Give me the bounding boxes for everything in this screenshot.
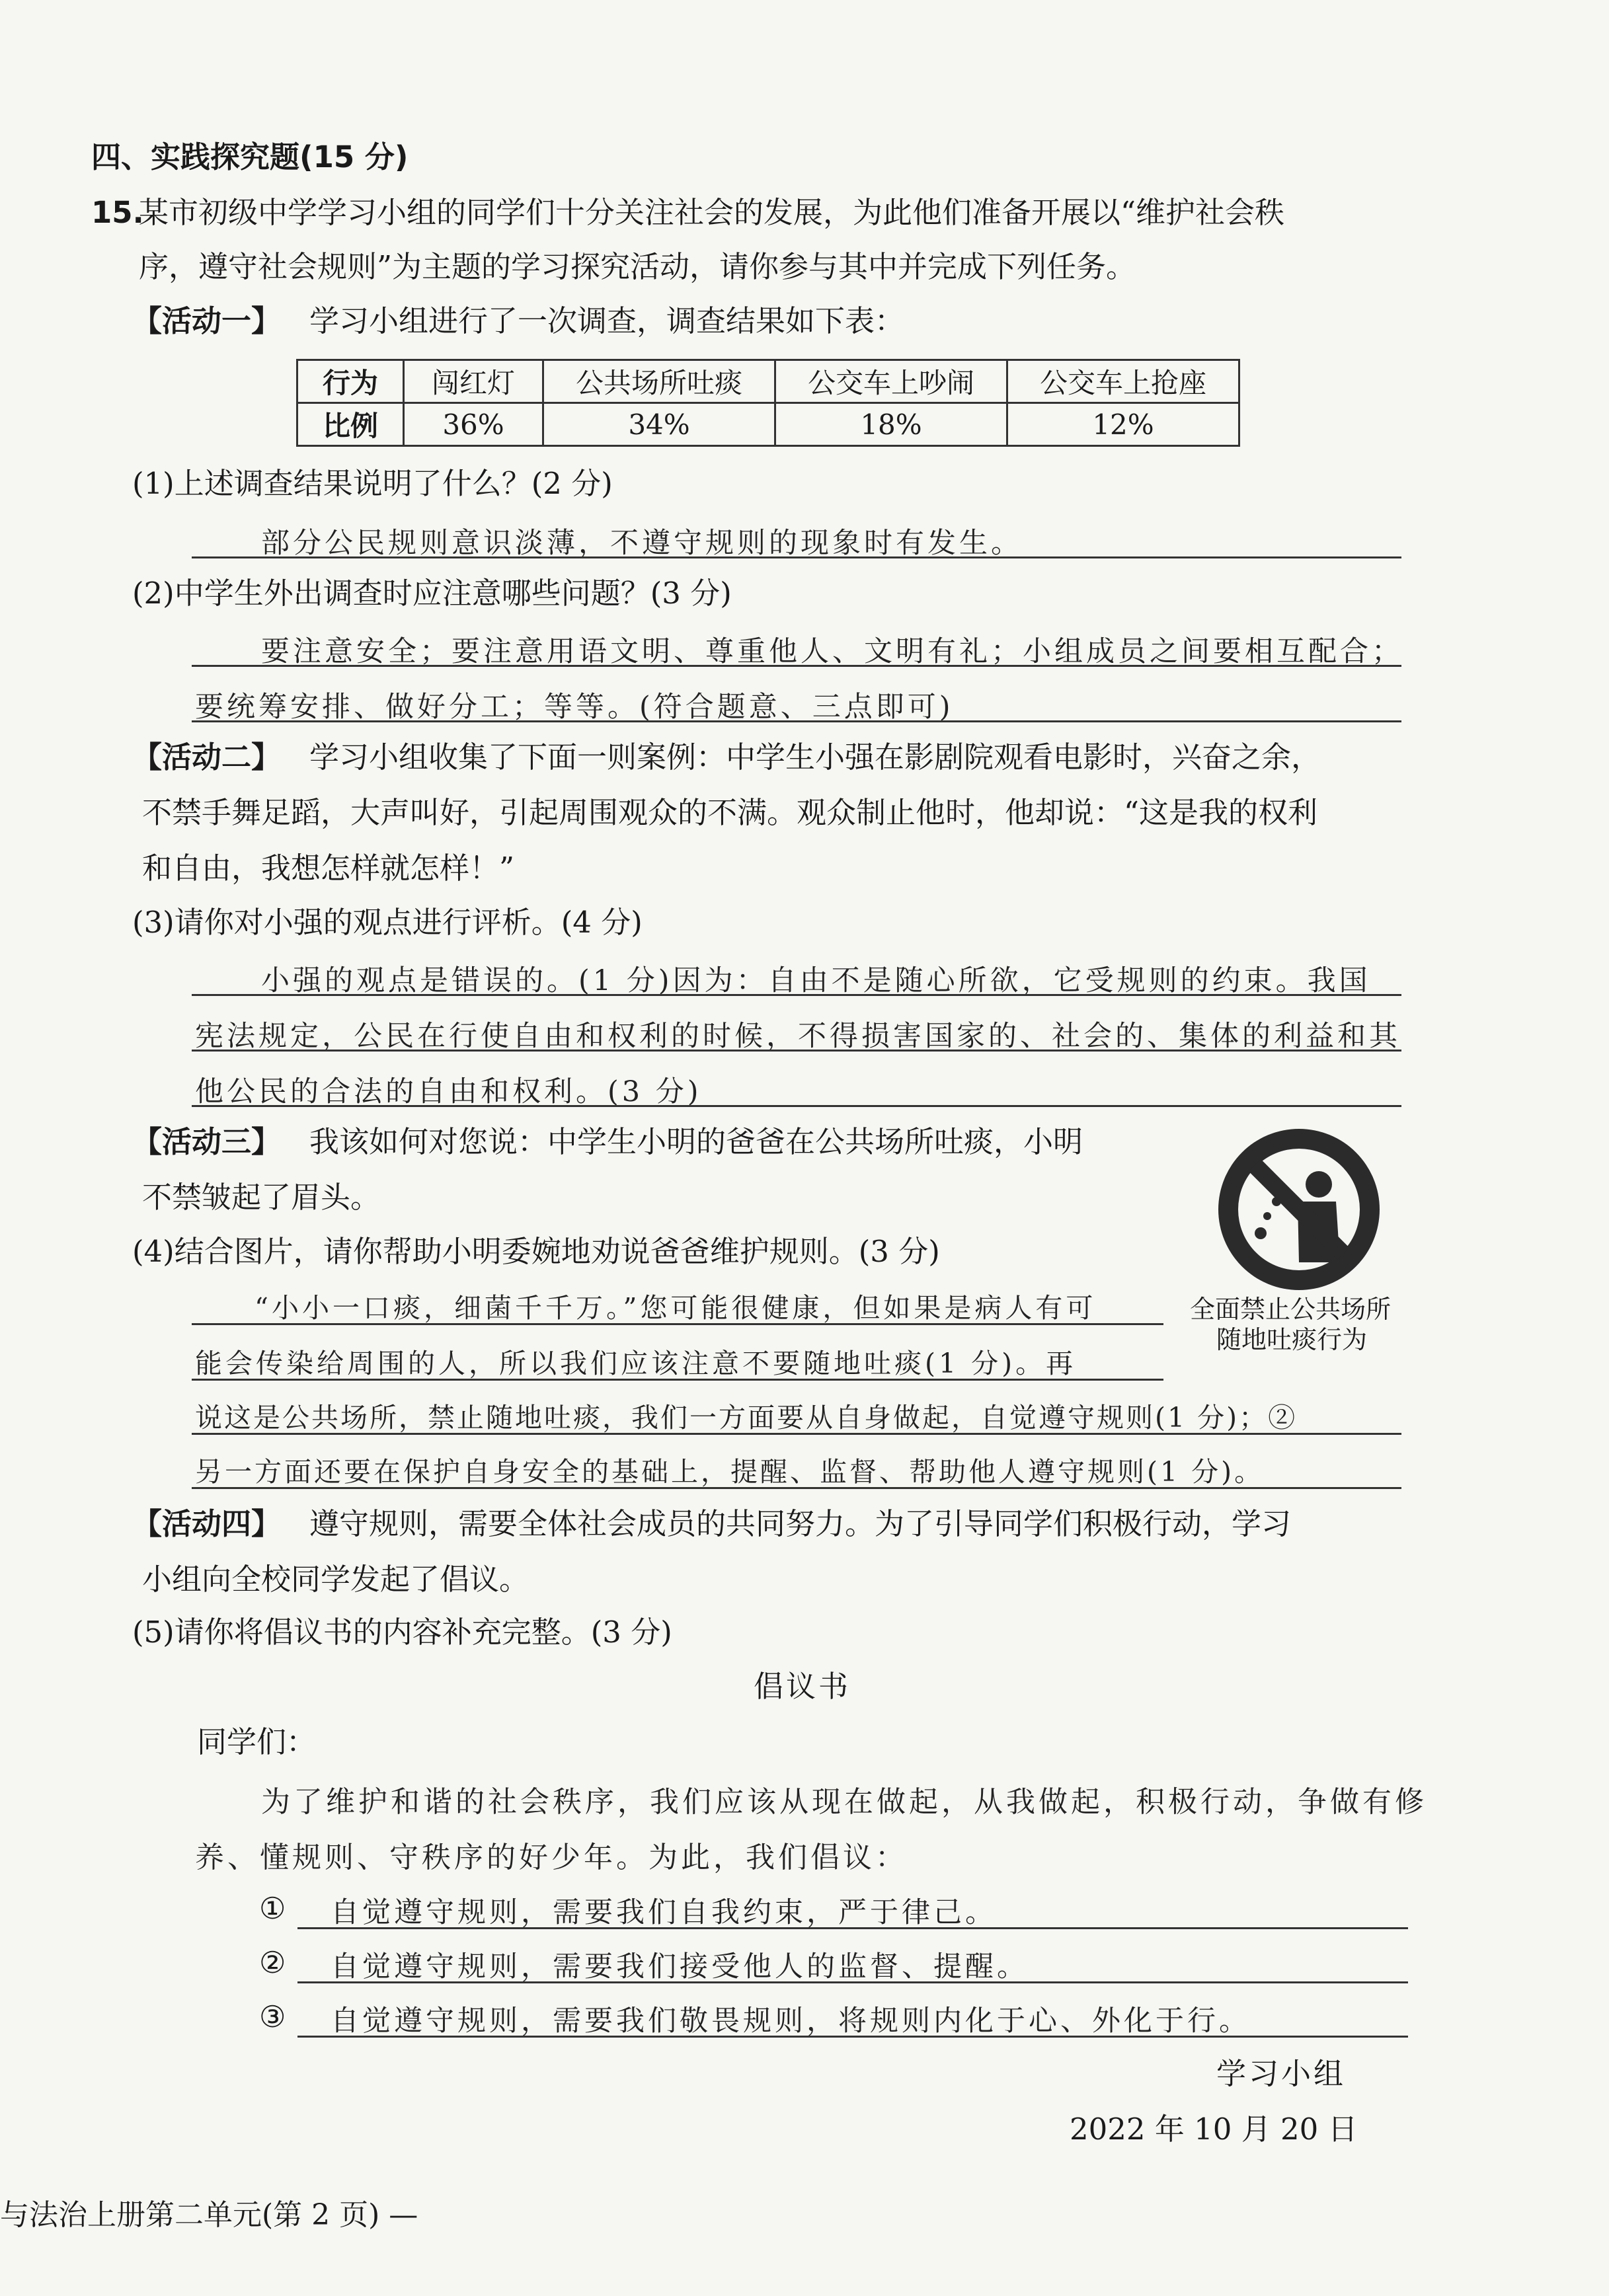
q1-answer: 部分公民规则意识淡薄，不遵守规则的现象时有发生。 — [261, 527, 1023, 560]
q5-prompt: (5)请你将倡议书的内容补充完整。(3 分) — [132, 1615, 672, 1650]
figure-caption-line2: 随地吐痰行为 — [1216, 1325, 1368, 1354]
q4-answer-line1: “小小一口痰，细菌千千万。”您可能很健康，但如果是病人有可 — [255, 1292, 1097, 1324]
table-cell: 18% — [775, 403, 1007, 446]
q2-prompt: (2)中学生外出调查时应注意哪些问题？(3 分) — [132, 576, 732, 611]
table-cell: 闯红灯 — [404, 360, 543, 403]
question-number: 15. — [91, 195, 144, 230]
answer-line — [192, 665, 1401, 667]
item-marker: ② — [259, 1945, 286, 1980]
table-cell: 12% — [1007, 403, 1239, 446]
letter-greeting: 同学们： — [197, 1724, 317, 1759]
q4-prompt: (4)结合图片，请你帮助小明委婉地劝说爸爸维护规则。(3 分) — [132, 1234, 940, 1269]
survey-table — [296, 359, 1240, 447]
letter-date: 2022 年 10 月 20 日 — [1070, 2112, 1358, 2147]
answer-line — [297, 1981, 1408, 1983]
letter-signature: 学习小组 — [1216, 2056, 1347, 2091]
activity4-line2: 小组向全校同学发起了倡议。 — [142, 1562, 530, 1597]
activity2-line3: 和自由，我想怎样就怎样！” — [142, 851, 515, 886]
activity2-line1: 学习小组收集了下面一则案例：中学生小强在影剧院观看电影时，兴奋之余， — [309, 740, 1321, 775]
q2-answer-line1: 要注意安全；要注意用语文明、尊重他人、文明有礼；小组成员之间要相互配合； — [261, 635, 1403, 668]
item-marker: ③ — [259, 1999, 286, 2034]
section-title: 四、实践探究题(15 分) — [91, 139, 409, 174]
q1-prompt: (1)上述调查结果说明了什么？(2 分) — [132, 466, 613, 501]
q3-prompt: (3)请你对小强的观点进行评析。(4 分) — [132, 905, 643, 940]
item-text: 自觉遵守规则，需要我们自我约束，严于律己。 — [331, 1896, 997, 1929]
item-marker: ① — [259, 1891, 286, 1926]
q4-answer-line3: 说这是公共场所，禁止随地吐痰，我们一方面要从自身做起，自觉遵守规则(1 分)；② — [195, 1402, 1298, 1434]
activity3-line2: 不禁皱起了眉头。 — [142, 1180, 381, 1215]
q4-answer-line2: 能会传染给周围的人，所以我们应该注意不要随地吐痰(1 分)。再 — [195, 1348, 1077, 1379]
table-header-label: 行为 — [297, 360, 404, 403]
answer-line — [297, 2036, 1408, 2038]
figure-caption-line1: 全面禁止公共场所 — [1190, 1295, 1392, 1324]
table-row-label: 比例 — [297, 403, 404, 446]
answer-line — [192, 1487, 1401, 1489]
q2-answer-line2: 要统筹安排、做好分工；等等。(符合题意、三点即可) — [195, 691, 954, 724]
q3-answer-line3: 他公民的合法的自由和权利。(3 分) — [195, 1075, 702, 1108]
page-footer: 与法治上册第二单元(第 2 页) — — [0, 2198, 418, 2232]
letter-title: 倡议书 — [754, 1669, 851, 1704]
answer-line — [192, 1379, 1163, 1381]
letter-body-line1: 为了维护和谐的社会秩序，我们应该从现在做起，从我做起，积极行动，争做有修 — [261, 1785, 1427, 1819]
activity1-text: 学习小组进行了一次调查，调查结果如下表： — [309, 303, 905, 338]
table-cell: 34% — [543, 403, 775, 446]
table-cell: 公交车上抢座 — [1007, 360, 1239, 403]
activity4-line1: 遵守规则，需要全体社会成员的共同努力。为了引导同学们积极行动，学习 — [309, 1506, 1292, 1541]
activity2-tag: 【活动二】 — [132, 740, 282, 775]
answer-line — [192, 1050, 1401, 1052]
answer-line — [297, 1927, 1408, 1929]
answer-line — [192, 556, 1401, 558]
table-cell: 36% — [404, 403, 543, 446]
activity1-tag: 【活动一】 — [132, 303, 282, 338]
item-text: 自觉遵守规则，需要我们接受他人的监督、提醒。 — [331, 1950, 1029, 1983]
activity4-tag: 【活动四】 — [132, 1506, 282, 1541]
table-row — [297, 403, 1239, 446]
activity3-tag: 【活动三】 — [132, 1124, 282, 1159]
answer-line — [192, 1323, 1163, 1325]
activity3-line1: 我该如何对您说：中学生小明的爸爸在公共场所吐痰，小明 — [309, 1124, 1083, 1159]
letter-body-line2: 养、懂规则、守秩序的好少年。为此，我们倡议： — [195, 1841, 908, 1874]
answer-line — [192, 994, 1401, 996]
q4-answer-line4: 另一方面还要在保护自身安全的基础上，提醒、监督、帮助他人遵守规则(1 分)。 — [195, 1456, 1265, 1488]
table-cell: 公交车上吵闹 — [775, 360, 1007, 403]
answer-line — [192, 1433, 1401, 1435]
question-text-line1: 某市初级中学学习小组的同学们十分关注社会的发展，为此他们准备开展以“维护社会秩 — [139, 195, 1285, 230]
table-cell: 公共场所吐痰 — [543, 360, 775, 403]
question-text-line2: 序，遵守社会规则”为主题的学习探究活动，请你参与其中并完成下列任务。 — [139, 249, 1136, 284]
table-row — [297, 360, 1239, 403]
no-spitting-icon — [1213, 1124, 1385, 1295]
answer-line — [192, 1105, 1401, 1107]
item-text: 自觉遵守规则，需要我们敬畏规则，将规则内化于心、外化于行。 — [331, 2005, 1251, 2038]
q3-answer-line1: 小强的观点是错误的。(1 分)因为：自由不是随心所欲，它受规则的约束。我国 — [261, 964, 1371, 997]
answer-line — [192, 720, 1401, 722]
activity2-line2: 不禁手舞足蹈，大声叫好，引起周围观众的不满。观众制止他时，他却说：“这是我的权利 — [142, 795, 1318, 830]
q3-answer-line2: 宪法规定，公民在行使自由和权利的时候，不得损害国家的、社会的、集体的利益和其 — [195, 1020, 1401, 1053]
